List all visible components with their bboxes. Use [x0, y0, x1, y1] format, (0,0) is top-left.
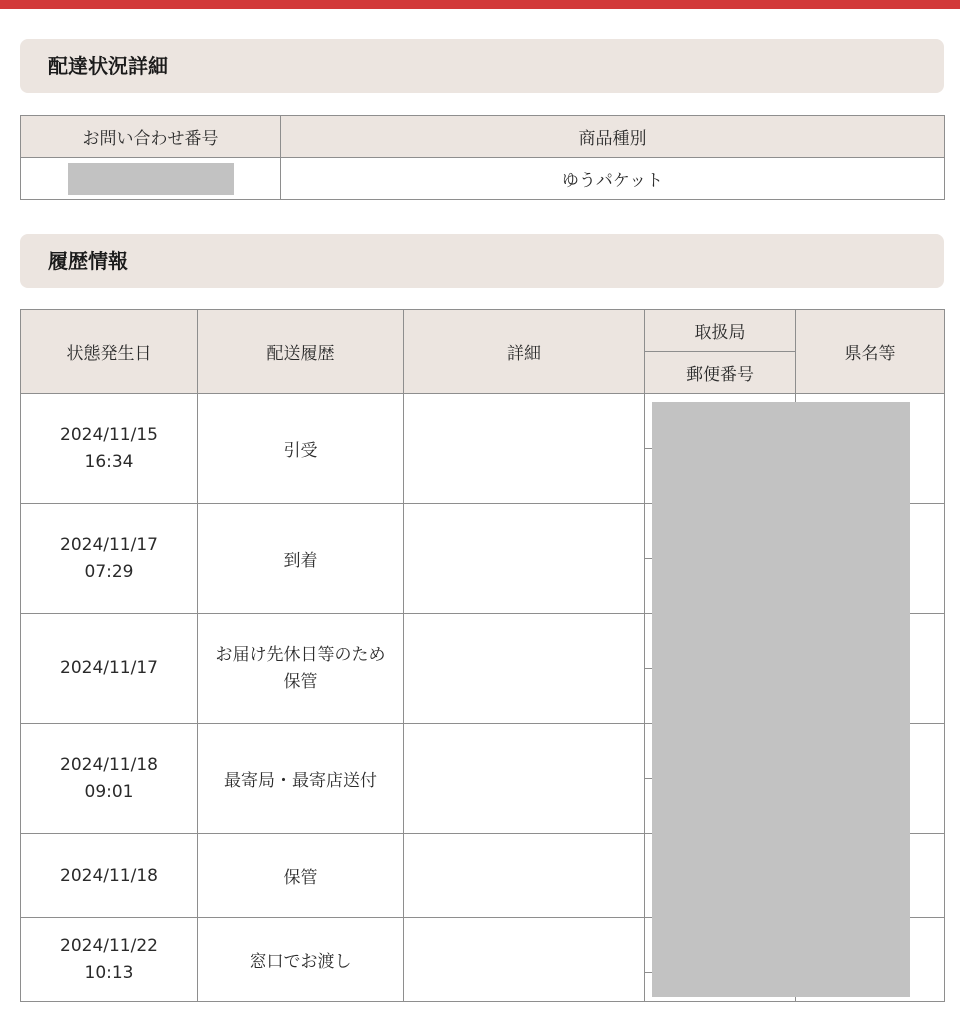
date-cell: [21, 724, 198, 834]
time-value: 09:01: [84, 781, 134, 802]
header-date: 状態発生日: [21, 310, 198, 394]
date-cell: [21, 614, 198, 724]
section-title-delivery-status: 配達状況詳細: [20, 39, 944, 93]
status-cell: [198, 614, 404, 724]
date-value: 2024/11/15: [60, 425, 158, 446]
header-prefecture: 県名等: [796, 310, 945, 394]
header-postal-code: 郵便番号: [645, 352, 796, 394]
time-value: 16:34: [84, 451, 134, 472]
status-line-2: 保管: [283, 671, 318, 692]
inquiry-number-cell: [21, 158, 281, 200]
redacted-inquiry-number: [68, 163, 234, 195]
detail-cell: [404, 918, 645, 1002]
status-cell: 保管: [198, 834, 404, 918]
top-accent-bar: [0, 0, 960, 9]
date-cell: 2024/11/18: [21, 834, 198, 918]
date-cell: [21, 504, 198, 614]
date-cell: [21, 394, 198, 504]
date-cell: [21, 918, 198, 1002]
header-detail: 詳細: [404, 310, 645, 394]
date-value: 2024/11/22: [60, 936, 158, 957]
section-title-history: 履歴情報: [20, 234, 944, 288]
status-line-1: お届け先休日等のため: [215, 645, 386, 666]
header-status: 配送履歴: [198, 310, 404, 394]
redacted-office-block: [652, 402, 910, 997]
detail-cell: [404, 614, 645, 724]
status-cell: 到着: [198, 504, 404, 614]
header-inquiry-number: お問い合わせ番号: [21, 116, 281, 158]
status-cell: 窓口でお渡し: [198, 918, 404, 1002]
summary-table: [20, 115, 945, 200]
date-value: 2024/11/17: [60, 535, 158, 556]
product-type-cell: ゆうパケット: [281, 158, 945, 200]
date-value: 2024/11/17: [60, 658, 158, 679]
detail-cell: [404, 724, 645, 834]
detail-cell: [404, 504, 645, 614]
status-cell: 引受: [198, 394, 404, 504]
time-value: 10:13: [84, 962, 134, 983]
time-value: 07:29: [84, 561, 134, 582]
detail-cell: [404, 834, 645, 918]
header-office: 取扱局: [645, 310, 796, 352]
status-cell: 最寄局・最寄店送付: [198, 724, 404, 834]
header-product-type: 商品種別: [281, 116, 945, 158]
detail-cell: [404, 394, 645, 504]
date-value: 2024/11/18: [60, 755, 158, 776]
